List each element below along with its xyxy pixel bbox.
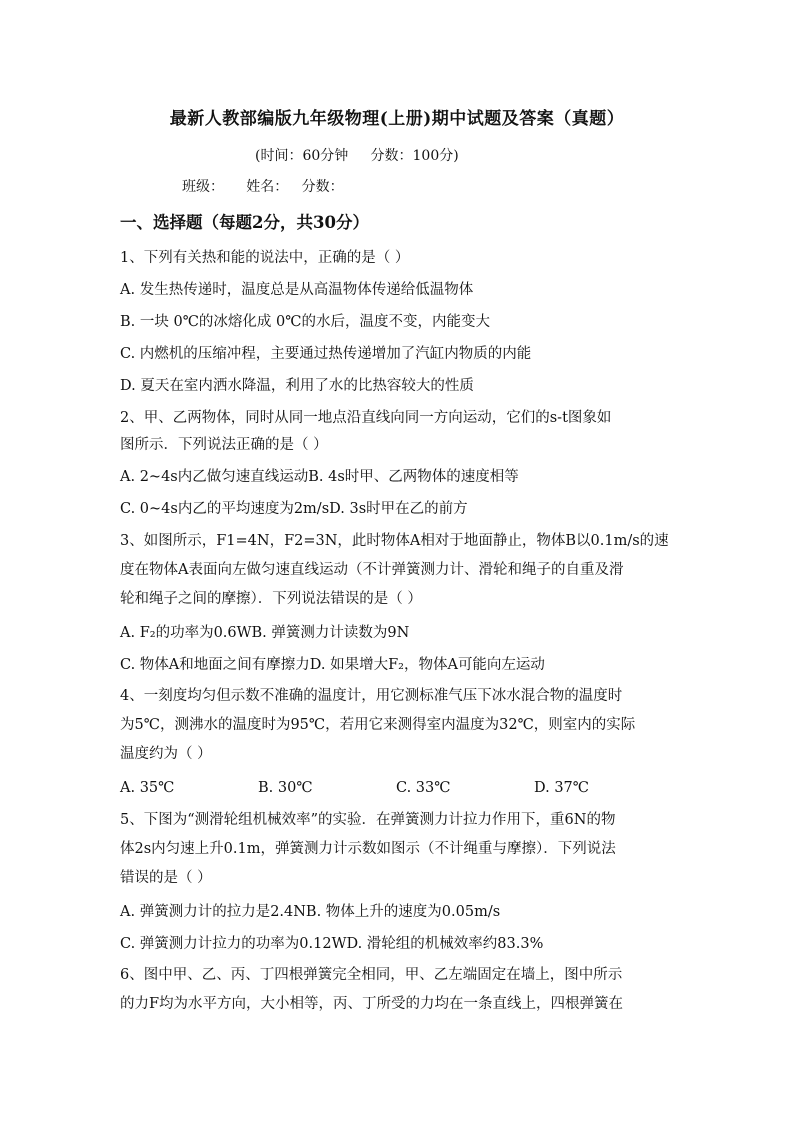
- question-line: 图所示．下列说法正确的是（ ）: [120, 437, 328, 453]
- question-line: 1、下列有关热和能的说法中，正确的是（ ）: [120, 250, 410, 266]
- question-line: 体2s内匀速上升0.1m，弹簧测力计示数如图示（不计绳重与摩擦）．下列说法: [120, 841, 616, 857]
- question-line: 轮和绳子之间的摩擦）．下列说法错误的是（ ）: [120, 591, 422, 607]
- option-line: D. 夏天在室内洒水降温，利用了水的比热容较大的性质: [120, 378, 474, 394]
- question-line: 5、下图为“测滑轮组机械效率”的实验．在弹簧测力计拉力作用下，重6N的物: [120, 812, 616, 828]
- question-line: 6、图中甲、乙、丙、丁四根弹簧完全相同，甲、乙左端固定在墙上，图中所示: [120, 967, 623, 983]
- student-info-line: 班级： 姓名： 分数：: [182, 179, 344, 195]
- option-a: A. 35℃: [120, 780, 175, 796]
- question-line: 3、如图所示，F1=4N，F2=3N，此时物体A相对于地面静止，物体B以0.1m/s的速: [120, 533, 669, 549]
- option-line: A. 发生热传递时，温度总是从高温物体传递给低温物体: [120, 282, 474, 298]
- question-line: 温度约为（ ）: [120, 746, 212, 762]
- option-line: A. F₂的功率为0.6WB. 弹簧测力计读数为9N: [120, 625, 410, 641]
- option-line: B. 一块 0℃的冰熔化成 0℃的水后，温度不变，内能变大: [120, 314, 490, 330]
- document-title: 最新人教部编版九年级物理(上册)期中试题及答案（真题）: [169, 109, 625, 129]
- option-line: C. 0~4s内乙的平均速度为2m/sD. 3s时甲在乙的前方: [120, 501, 468, 517]
- question-line: 为5℃，测沸水的温度时为95℃，若用它来测得室内温度为32℃，则室内的实际: [120, 717, 636, 733]
- option-d: D. 37℃: [534, 780, 589, 796]
- option-line: A. 弹簧测力计的拉力是2.4NB. 物体上升的速度为0.05m/s: [120, 904, 501, 920]
- question-line: 度在物体A表面向左做匀速直线运动（不计弹簧测力计、滑轮和绳子的自重及滑: [120, 562, 624, 578]
- option-c: C. 33℃: [396, 780, 451, 796]
- option-line: A. 2~4s内乙做匀速直线运动B. 4s时甲、乙两物体的速度相等: [120, 469, 519, 485]
- option-line: C. 内燃机的压缩冲程，主要通过热传递增加了汽缸内物质的内能: [120, 346, 532, 362]
- q4-options: [120, 779, 680, 797]
- question-line: 的力F均为水平方向，大小相等，丙、丁所受的力均在一条直线上，四根弹簧在: [120, 996, 624, 1012]
- exam-time-score: (时间：60分钟 分数：100分): [255, 148, 459, 164]
- question-line: 错误的是（ ）: [120, 870, 212, 886]
- option-line: C. 物体A和地面之间有摩擦力D. 如果增大F₂，物体A可能向左运动: [120, 657, 545, 673]
- question-line: 2、甲、乙两物体，同时从同一地点沿直线向同一方向运动，它们的s-t图象如: [120, 410, 612, 426]
- option-line: C. 弹簧测力计拉力的功率为0.12WD. 滑轮组的机械效率约83.3%: [120, 936, 544, 952]
- section-heading: 一、选择题（每题2分，共30分）: [120, 213, 369, 232]
- question-line: 4、一刻度均匀但示数不准确的温度计，用它测标准气压下冰水混合物的温度时: [120, 688, 623, 704]
- option-b: B. 30℃: [258, 780, 313, 796]
